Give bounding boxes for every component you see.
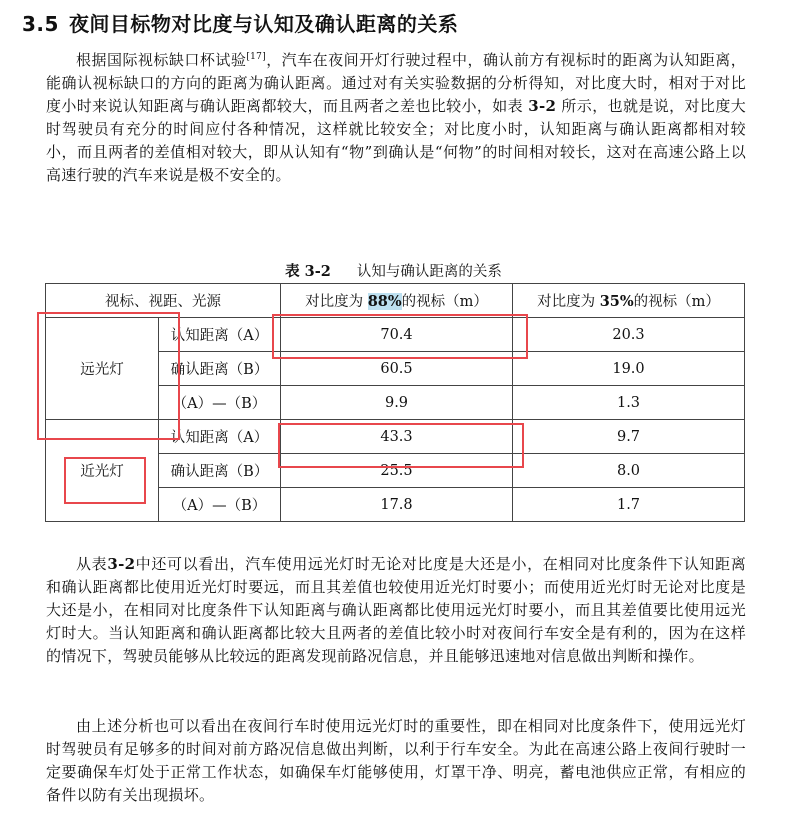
metric-cell: （A）—（B）	[159, 488, 281, 522]
table-ref[interactable]: 3-2	[107, 555, 136, 573]
header-category: 视标、视距、光源	[46, 284, 281, 318]
value-cell: 8.0	[513, 454, 745, 488]
paragraph-2	[46, 553, 746, 668]
paragraph-3	[46, 715, 746, 807]
table-row	[46, 420, 745, 454]
caption-label: 表 3-2	[285, 263, 331, 280]
group-label-low-beam: 近光灯	[46, 420, 159, 522]
value-cell: 17.8	[281, 488, 513, 522]
metric-cell: 确认距离（B）	[159, 454, 281, 488]
value-cell: 1.3	[513, 386, 745, 420]
header-contrast-35: 对比度为 35%的视标（m）	[513, 284, 745, 318]
citation-ref[interactable]: [17]	[246, 52, 267, 62]
caption-title: 认知与确认距离的关系	[356, 264, 502, 280]
table-header-row	[46, 284, 745, 318]
para1-text-a: 根据国际视标缺口杯试验	[76, 51, 247, 69]
table-ref[interactable]: 3-2	[528, 97, 557, 115]
table-row	[46, 318, 745, 352]
distance-table	[45, 283, 745, 522]
value-cell: 25.5	[281, 454, 513, 488]
metric-cell: 认知距离（A）	[159, 420, 281, 454]
section-title: 夜间目标物对比度与认知及确认距离的关系	[68, 12, 459, 36]
group-label-high-beam: 远光灯	[46, 318, 159, 420]
section-heading	[22, 8, 458, 37]
para2-text-b: 中还可以看出，汽车使用远光灯时无论对比度是大还是小，在相同对比度条件下认知距离和确认距离都比使用近光灯时要远，而且其差值也较使用近光灯时要小；而使用近光灯时无论对比度是大还是小，在相同对比度条件下认知距离与确认距离都比使用远光灯时要小，而且其差值要比使用远光灯时大。当认知距离和确认距离都比较大且两者的差值比较小时对夜间行车安全是有利的，因为在这样的情况下，驾驶员能够从比较远的距离发现前路况信息，并且能够迅速地对信息做出判断和操作。	[46, 555, 746, 665]
metric-cell: （A）—（B）	[159, 386, 281, 420]
paragraph-1	[46, 49, 746, 187]
value-cell: 9.9	[281, 386, 513, 420]
value-cell: 70.4	[281, 318, 513, 352]
para1-text-c: 所示，也就是说，对比度大时驾驶员有充分的时间应付各种情况，这样就比较安全；对比度小时，认知距离与确认距离都相对较小，而且两者的差值相对较大，即从认知有“物”到确认是“何物”的时间相对较长，这对在高速公路上以高速行驶的汽车来说是极不安全的。	[46, 97, 747, 184]
value-cell: 1.7	[513, 488, 745, 522]
selected-text[interactable]: 88%	[367, 293, 402, 310]
table-caption	[0, 260, 787, 281]
para1-text-b: ，汽车在夜间开灯行驶过程中，确认前方有视标时的距离为认知距离，能确认视标缺口的方向的距离为确认距离。通过对有关实验数据的分析得知，对比度大时，相对于对比度小时来说认知距离与确认距离都较大，而且两者之差也比较小，如表	[46, 51, 746, 115]
metric-cell: 认知距离（A）	[159, 318, 281, 352]
value-cell: 60.5	[281, 352, 513, 386]
value-cell: 20.3	[513, 318, 745, 352]
para2-text-a: 从表	[76, 555, 108, 573]
section-number: 3.5	[22, 12, 59, 36]
header-contrast-88: 对比度为 88%的视标（m）	[281, 284, 513, 318]
metric-cell: 确认距离（B）	[159, 352, 281, 386]
value-cell: 19.0	[513, 352, 745, 386]
para3-text: 由上述分析也可以看出在夜间行车时使用远光灯时的重要性，即在相同对比度条件下，使用远光灯时驾驶员有足够多的时间对前方路况信息做出判断，以利于行车安全。为此在高速公路上夜间行驶时一定要确保车灯处于正常工作状态，如确保车灯能够使用，灯罩干净、明亮，蓄电池供应正常，有相应的备件以防有关出现损坏。	[46, 717, 746, 804]
value-cell: 9.7	[513, 420, 745, 454]
value-cell: 43.3	[281, 420, 513, 454]
